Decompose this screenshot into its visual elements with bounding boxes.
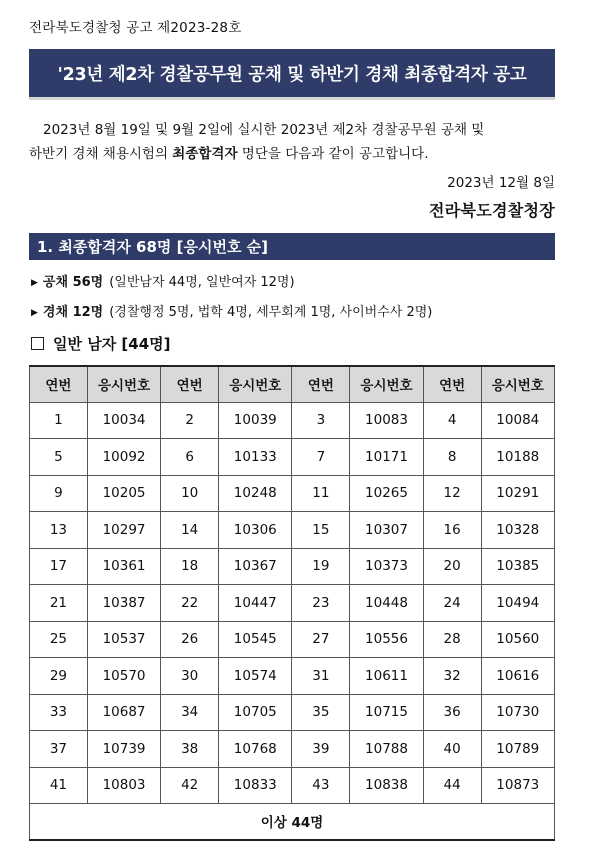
exam-number-cell: 10803 [87, 767, 160, 804]
table-row [30, 621, 555, 658]
seq-cell: 41 [30, 767, 88, 804]
exam-number-cell: 10171 [350, 439, 423, 476]
seq-cell: 3 [292, 402, 350, 439]
bullet-special-recruitment [31, 301, 432, 320]
page-title: '23년 제2차 경찰공무원 공채 및 하반기 경채 최종합격자 공고 [29, 49, 555, 100]
table-row [30, 658, 555, 695]
seq-cell: 4 [423, 402, 481, 439]
issuing-authority: 전라북도경찰청장 [428, 201, 555, 220]
exam-number-cell: 10205 [87, 475, 160, 512]
exam-number-cell: 10039 [219, 402, 292, 439]
table-row [30, 767, 555, 804]
exam-number-cell: 10560 [481, 621, 554, 658]
seq-cell: 21 [30, 585, 88, 622]
exam-number-cell: 10494 [481, 585, 554, 622]
seq-cell: 32 [423, 658, 481, 695]
table-row [30, 694, 555, 731]
column-header-seq: 연번 [161, 366, 219, 402]
seq-cell: 17 [30, 548, 88, 585]
table-row [30, 585, 555, 622]
column-header-seq: 연번 [30, 366, 88, 402]
table-row [30, 475, 555, 512]
seq-cell: 15 [292, 512, 350, 549]
exam-number-cell: 10730 [481, 694, 554, 731]
bullet-open-recruitment [31, 271, 295, 290]
exam-number-cell: 10838 [350, 767, 423, 804]
column-header-exam-number: 응시번호 [481, 366, 554, 402]
exam-number-cell: 10083 [350, 402, 423, 439]
table-row [30, 548, 555, 585]
seq-cell: 14 [161, 512, 219, 549]
section-heading: 1. 최종합격자 68명 [응시번호 순] [29, 233, 555, 260]
intro-highlight: 최종합격자 [172, 146, 238, 162]
square-bullet-icon [31, 337, 44, 350]
seq-cell: 40 [423, 731, 481, 768]
exam-number-cell: 10307 [350, 512, 423, 549]
announcement-date: 2023년 12월 8일 [447, 175, 555, 191]
bullet-detail: (일반남자 44명, 일반여자 12명) [109, 275, 295, 290]
seq-cell: 35 [292, 694, 350, 731]
column-header-seq: 연번 [423, 366, 481, 402]
exam-number-cell: 10361 [87, 548, 160, 585]
column-header-exam-number: 응시번호 [350, 366, 423, 402]
exam-number-cell: 10188 [481, 439, 554, 476]
seq-cell: 1 [30, 402, 88, 439]
seq-cell: 7 [292, 439, 350, 476]
intro-line-2-pre: 하반기 경채 채용시험의 [29, 146, 173, 162]
table-header-row [30, 366, 555, 402]
seq-cell: 6 [161, 439, 219, 476]
exam-number-cell: 10448 [350, 585, 423, 622]
exam-number-cell: 10092 [87, 439, 160, 476]
document-number: 전라북도경찰청 공고 제2023-28호 [29, 20, 242, 36]
seq-cell: 33 [30, 694, 88, 731]
seq-cell: 25 [30, 621, 88, 658]
seq-cell: 28 [423, 621, 481, 658]
exam-number-cell: 10788 [350, 731, 423, 768]
exam-number-cell: 10739 [87, 731, 160, 768]
exam-number-cell: 10616 [481, 658, 554, 695]
seq-cell: 10 [161, 475, 219, 512]
seq-cell: 36 [423, 694, 481, 731]
exam-number-cell: 10297 [87, 512, 160, 549]
seq-cell: 22 [161, 585, 219, 622]
seq-cell: 18 [161, 548, 219, 585]
seq-cell: 23 [292, 585, 350, 622]
intro-line-1: 2023년 8월 19일 및 9월 2일에 실시한 2023년 제2차 경찰공무원 공채 및 [43, 122, 485, 138]
seq-cell: 27 [292, 621, 350, 658]
bullet-label: 경채 12명 [42, 305, 104, 320]
subheading [31, 333, 170, 354]
seq-cell: 34 [161, 694, 219, 731]
exam-number-cell: 10873 [481, 767, 554, 804]
bullet-label: 공채 56명 [42, 275, 104, 290]
triangle-bullet-icon: ▶ [31, 308, 38, 318]
column-header-exam-number: 응시번호 [219, 366, 292, 402]
seq-cell: 43 [292, 767, 350, 804]
exam-number-cell: 10768 [219, 731, 292, 768]
exam-number-cell: 10715 [350, 694, 423, 731]
seq-cell: 30 [161, 658, 219, 695]
subheading-text: 일반 남자 [44명] [53, 335, 171, 353]
seq-cell: 38 [161, 731, 219, 768]
table-total-row [30, 804, 555, 840]
seq-cell: 39 [292, 731, 350, 768]
table-row [30, 731, 555, 768]
exam-number-cell: 10373 [350, 548, 423, 585]
exam-number-cell: 10556 [350, 621, 423, 658]
column-header-exam-number: 응시번호 [87, 366, 160, 402]
seq-cell: 26 [161, 621, 219, 658]
exam-number-cell: 10291 [481, 475, 554, 512]
exam-number-cell: 10447 [219, 585, 292, 622]
results-table [29, 365, 555, 841]
exam-number-cell: 10537 [87, 621, 160, 658]
seq-cell: 37 [30, 731, 88, 768]
exam-number-cell: 10034 [87, 402, 160, 439]
seq-cell: 31 [292, 658, 350, 695]
table-row [30, 439, 555, 476]
seq-cell: 12 [423, 475, 481, 512]
column-header-seq: 연번 [292, 366, 350, 402]
seq-cell: 5 [30, 439, 88, 476]
exam-number-cell: 10367 [219, 548, 292, 585]
table-row [30, 402, 555, 439]
seq-cell: 19 [292, 548, 350, 585]
exam-number-cell: 10705 [219, 694, 292, 731]
seq-cell: 16 [423, 512, 481, 549]
exam-number-cell: 10248 [219, 475, 292, 512]
exam-number-cell: 10789 [481, 731, 554, 768]
exam-number-cell: 10084 [481, 402, 554, 439]
exam-number-cell: 10328 [481, 512, 554, 549]
exam-number-cell: 10833 [219, 767, 292, 804]
seq-cell: 24 [423, 585, 481, 622]
exam-number-cell: 10306 [219, 512, 292, 549]
table-total: 이상 44명 [30, 804, 555, 840]
seq-cell: 8 [423, 439, 481, 476]
seq-cell: 2 [161, 402, 219, 439]
seq-cell: 13 [30, 512, 88, 549]
exam-number-cell: 10545 [219, 621, 292, 658]
seq-cell: 42 [161, 767, 219, 804]
exam-number-cell: 10387 [87, 585, 160, 622]
seq-cell: 29 [30, 658, 88, 695]
exam-number-cell: 10385 [481, 548, 554, 585]
seq-cell: 9 [30, 475, 88, 512]
exam-number-cell: 10687 [87, 694, 160, 731]
intro-paragraph [29, 118, 555, 166]
table-row [30, 512, 555, 549]
seq-cell: 44 [423, 767, 481, 804]
exam-number-cell: 10574 [219, 658, 292, 695]
bullet-detail: (경찰행정 5명, 법학 4명, 세무회계 1명, 사이버수사 2명) [109, 305, 433, 320]
intro-line-2-post: 명단을 다음과 같이 공고합니다. [237, 146, 429, 162]
exam-number-cell: 10133 [219, 439, 292, 476]
exam-number-cell: 10570 [87, 658, 160, 695]
exam-number-cell: 10611 [350, 658, 423, 695]
exam-number-cell: 10265 [350, 475, 423, 512]
intro-line-2 [29, 142, 555, 166]
seq-cell: 20 [423, 548, 481, 585]
seq-cell: 11 [292, 475, 350, 512]
triangle-bullet-icon: ▶ [31, 278, 38, 288]
